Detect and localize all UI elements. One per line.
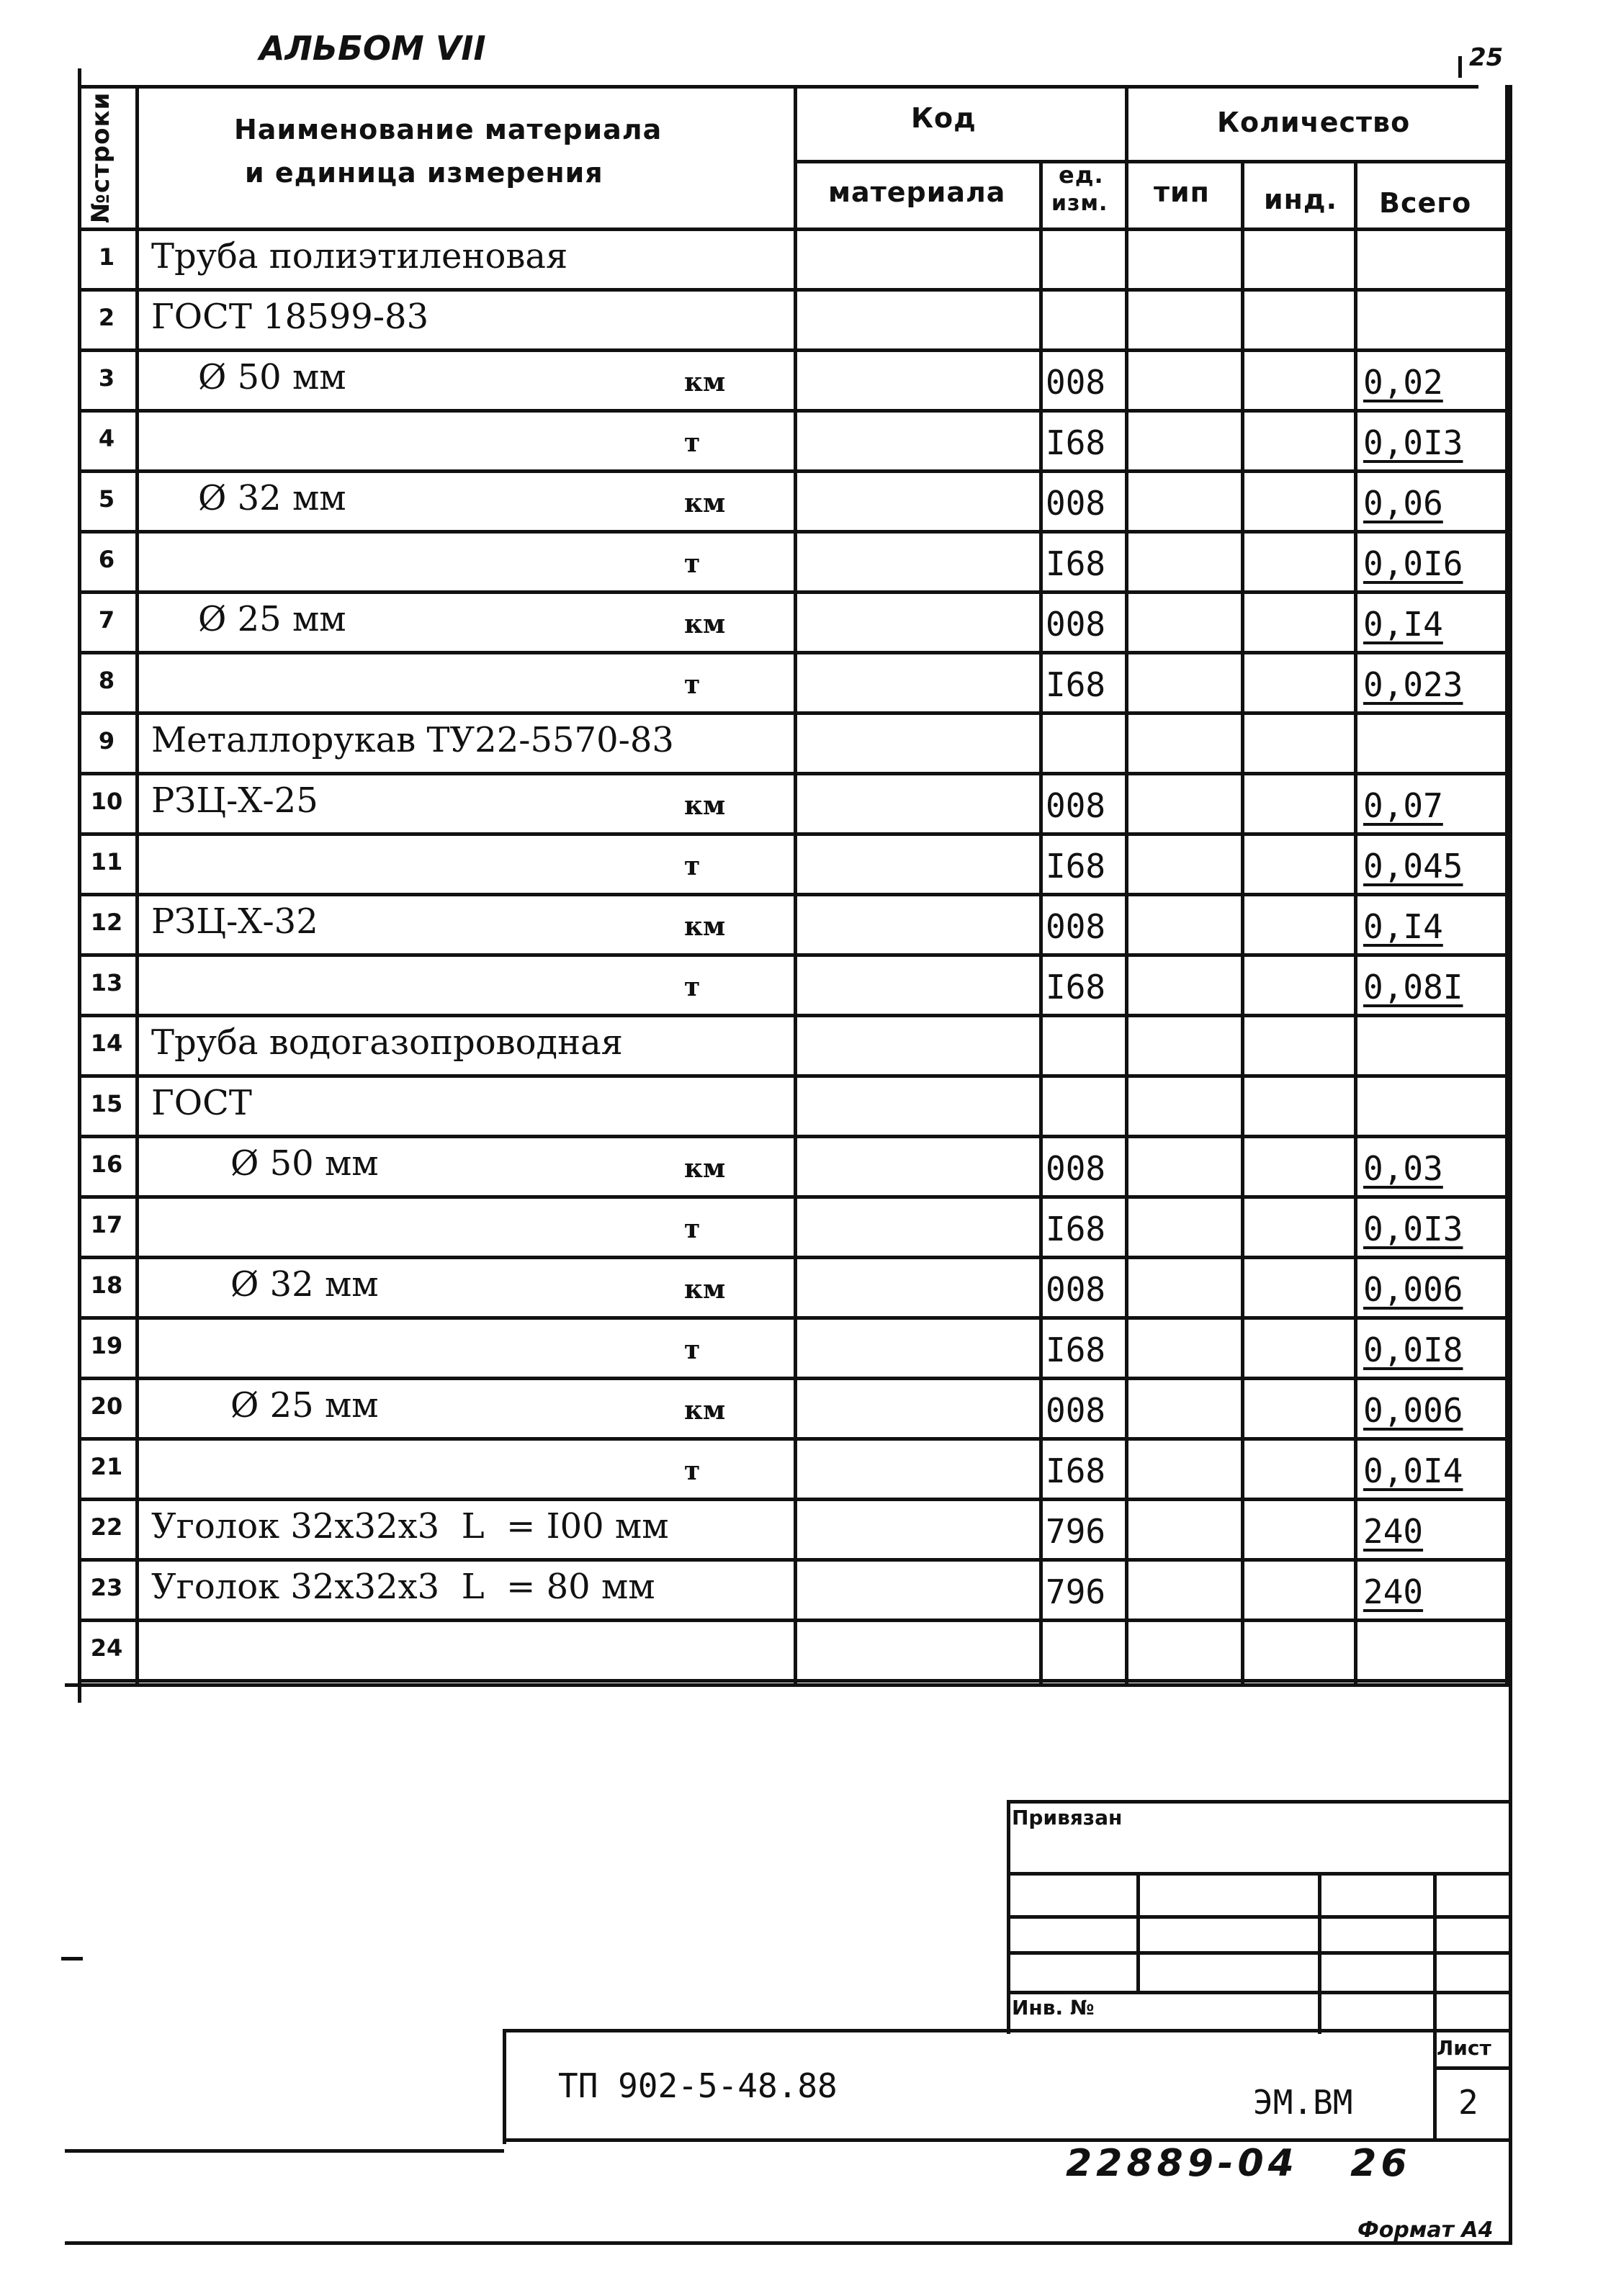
unit-code: 008 [1046,1391,1106,1430]
total-quantity: 0,I4 [1363,907,1443,946]
inventory-number-label: Инв. № [1012,1996,1095,2020]
material-name: Ø 32 мм [198,478,346,518]
row-number: 5 [98,485,115,513]
material-name: Труба полиэтиленовая [151,236,568,276]
total-quantity: 0,02 [1363,363,1443,402]
frame-bottom [65,2241,1512,2245]
unit-code: 008 [1046,605,1106,644]
unit-code: 008 [1046,1149,1106,1188]
row-divider [78,288,1509,292]
row-divider [78,1135,1509,1138]
corner-page-number: 25 [1469,43,1504,72]
total-quantity: 0,0I3 [1363,1210,1463,1248]
row-number: 17 [90,1211,123,1238]
unit-code: I68 [1046,665,1106,704]
row-number: 9 [98,727,115,755]
row-divider [78,1679,1509,1683]
sheet-label: Лист [1437,2036,1491,2060]
total-quantity: 0,0I3 [1363,423,1463,462]
type-header: тип [1154,176,1210,208]
total-quantity: 0,I4 [1363,605,1443,644]
document-mark: ЭМ.ВМ [1253,2083,1353,2122]
code-header: Код [911,102,977,134]
frame-right [1509,85,1512,2241]
material-name: Металлорукав ТУ22-5570-83 [151,720,674,760]
unit-code: I68 [1046,544,1106,583]
row-divider [78,1316,1509,1320]
row-divider [78,772,1509,775]
row-divider [78,530,1509,534]
row-number: 14 [90,1030,123,1057]
row-divider [78,832,1509,836]
row-divider [78,469,1509,473]
unit-code: 796 [1046,1572,1106,1611]
material-name: Ø 25 мм [198,599,346,639]
unit-code: I68 [1046,423,1106,462]
row-divider [78,1014,1509,1017]
total-quantity: 240 [1363,1512,1424,1551]
row-divider [78,953,1509,957]
row-divider [78,348,1509,352]
row-divider [78,893,1509,896]
archive-number: 22889-04 26 [1066,2142,1411,2185]
rows-header: №строки [86,91,115,223]
row-number: 24 [90,1634,123,1662]
name-header-line1: Наименование материала [234,114,663,145]
total-quantity: 0,0I6 [1363,544,1463,583]
material-name: Ø 50 мм [230,1143,379,1184]
row-divider [78,1074,1509,1078]
total-quantity: 0,03 [1363,1149,1443,1188]
row-divider [78,1619,1509,1622]
row-number: 20 [90,1392,123,1420]
row-number: 21 [90,1453,123,1480]
total-quantity: 0,023 [1363,665,1463,704]
unit-code: 008 [1046,363,1106,402]
unit-of-measure: т [684,549,701,579]
quantity-header: Количество [1217,107,1411,138]
row-divider [78,590,1509,594]
unit-of-measure: км [684,791,726,821]
unit-code: 008 [1046,484,1106,523]
material-name: РЗЦ-Х-25 [151,780,318,821]
unit-of-measure: т [684,1456,701,1486]
sheet-number: 2 [1458,2083,1478,2122]
row-number: 23 [90,1574,123,1601]
name-header-line2: и единица измерения [245,157,603,189]
material-name: Ø 32 мм [230,1264,379,1305]
material-name: РЗЦ-Х-32 [151,901,318,942]
material-name: ГОСТ [151,1083,252,1123]
row-number: 18 [90,1271,123,1299]
row-number: 13 [90,969,123,996]
row-divider [78,1256,1509,1259]
total-quantity: 240 [1363,1572,1424,1611]
material-name: Труба водогазопроводная [151,1022,623,1063]
unit-of-measure: км [684,367,726,397]
unit-of-measure: км [684,1395,726,1426]
frame-left [78,68,81,1703]
unit-of-measure: км [684,911,726,942]
material-name: Ø 50 мм [198,357,346,397]
unit-code: 008 [1046,786,1106,825]
material-header: материала [828,176,1006,208]
unit-code: I68 [1046,968,1106,1007]
unit-code: I68 [1046,1331,1106,1369]
row-divider [78,651,1509,654]
total-quantity: 0,0I8 [1363,1331,1463,1369]
unit-of-measure: км [684,609,726,639]
row-number: 12 [90,909,123,936]
row-number: 1 [98,243,115,271]
row-number: 3 [98,364,115,392]
bound-label: Привязан [1012,1806,1123,1829]
row-divider [78,711,1509,715]
row-number: 15 [90,1090,123,1117]
unit-code: I68 [1046,847,1106,886]
material-name: Ø 25 мм [230,1385,379,1426]
row-number: 10 [90,788,123,815]
total-quantity: 0,07 [1363,786,1443,825]
unit-of-measure: т [684,1335,701,1365]
unit-header-line1: ед. [1059,161,1104,189]
unit-code: I68 [1046,1451,1106,1490]
row-number: 22 [90,1513,123,1541]
total-quantity: 0,006 [1363,1391,1463,1430]
unit-of-measure: т [684,428,701,458]
material-name: ГОСТ 18599-83 [151,297,429,337]
frame-top [78,85,1478,89]
unit-code: 796 [1046,1512,1106,1551]
row-divider [78,1558,1509,1562]
material-name: Уголок 32х32х3 L = 80 мм [151,1567,655,1607]
row-number: 8 [98,667,115,694]
unit-header-line2: изм. [1051,191,1108,216]
unit-code: I68 [1046,1210,1106,1248]
unit-of-measure: т [684,1214,701,1244]
row-number: 16 [90,1151,123,1178]
row-number: 4 [98,425,115,452]
unit-of-measure: т [684,972,701,1002]
total-quantity: 0,06 [1363,484,1443,523]
row-divider [78,1195,1509,1199]
unit-of-measure: т [684,851,701,881]
row-number: 11 [90,848,123,875]
material-name: Уголок 32х32х3 L = I00 мм [151,1506,669,1547]
total-quantity: 0,045 [1363,847,1463,886]
row-divider [78,409,1509,413]
total-quantity: 0,0I4 [1363,1451,1463,1490]
ind-header: инд. [1264,184,1338,215]
row-divider [78,1377,1509,1380]
unit-code: 008 [1046,1270,1106,1309]
row-divider [78,1498,1509,1501]
total-quantity: 0,08I [1363,968,1463,1007]
unit-of-measure: км [684,1153,726,1184]
row-number: 2 [98,304,115,331]
album-note: АЛЬБОМ VII [259,29,486,68]
unit-of-measure: т [684,670,701,700]
row-number: 6 [98,546,115,573]
row-number: 19 [90,1332,123,1359]
row-number: 7 [98,606,115,634]
unit-code: 008 [1046,907,1106,946]
document-code: ТП 902-5-48.88 [558,2066,838,2105]
format-label: Формат А4 [1357,2218,1494,2243]
unit-of-measure: км [684,488,726,518]
unit-of-measure: км [684,1274,726,1305]
total-quantity: 0,006 [1363,1270,1463,1309]
total-header: Всего [1379,187,1472,219]
row-divider [78,1437,1509,1441]
